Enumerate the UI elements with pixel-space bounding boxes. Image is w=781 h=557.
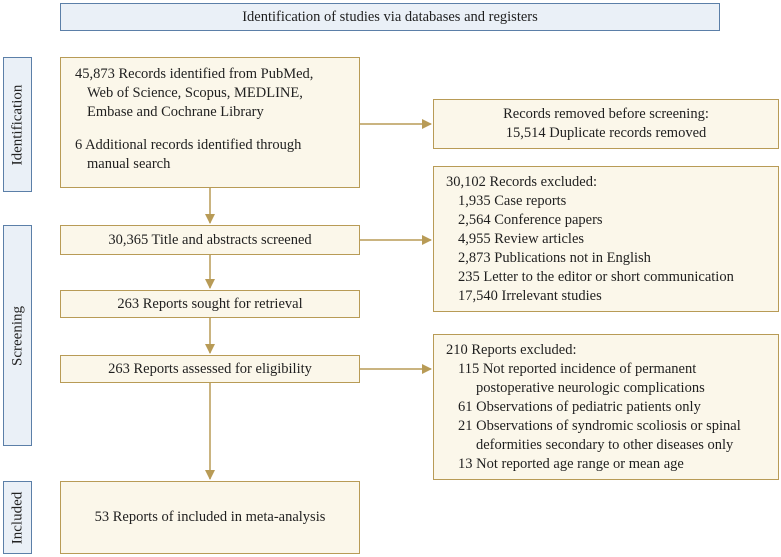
identified-line: 45,873 Records identified from PubMed, (75, 66, 314, 82)
phase-identification-label: Identification (9, 84, 25, 165)
excluded-records-item: 1,935 Case reports (458, 193, 567, 209)
included-label: 53 Reports of included in meta-analysis (94, 509, 326, 525)
excluded-reports-item: 61 Observations of pediatric patients only (458, 399, 701, 415)
excluded-records-item: 235 Letter to the editor or short communication (458, 269, 734, 285)
excluded-reports-item: 115 Not reported incidence of permanent (458, 361, 697, 377)
reports-sought-label: 263 Reports sought for retrieval (117, 295, 303, 312)
removed-line: 15,514 Duplicate records removed (505, 125, 707, 141)
excluded-records-item: 2,564 Conference papers (458, 212, 603, 228)
excluded-records-title: 30,102 Records excluded: (446, 174, 598, 190)
identified-line: Web of Science, Scopus, MEDLINE, (87, 85, 303, 101)
excluded-reports-item: deformities secondary to other diseases only (476, 437, 734, 453)
flow-header-title: Identification of studies via databases and registers (242, 8, 538, 25)
phase-included-label: Included (9, 491, 25, 544)
phase-screening-label: Screening (9, 305, 25, 366)
removed-line: Records removed before screening: (503, 106, 709, 122)
reports-assessed-label: 263 Reports assessed for eligibility (108, 360, 312, 377)
excluded-reports-title: 210 Reports excluded: (446, 342, 577, 358)
identified-line: 6 Additional records identified through (75, 137, 302, 153)
excluded-reports-item: 13 Not reported age range or mean age (458, 456, 684, 472)
screened-label: 30,365 Title and abstracts screened (108, 231, 312, 248)
excluded-records-item: 17,540 Irrelevant studies (458, 288, 602, 304)
identified-line: Embase and Cochrane Library (87, 104, 264, 120)
excluded-records-item: 2,873 Publications not in English (458, 250, 651, 266)
excluded-records-item: 4,955 Review articles (458, 231, 585, 247)
identified-line: manual search (87, 156, 171, 172)
excluded-reports-item: postoperative neurologic complications (476, 380, 705, 396)
excluded-reports-item: 21 Observations of syndromic scoliosis or spinal (458, 418, 741, 434)
